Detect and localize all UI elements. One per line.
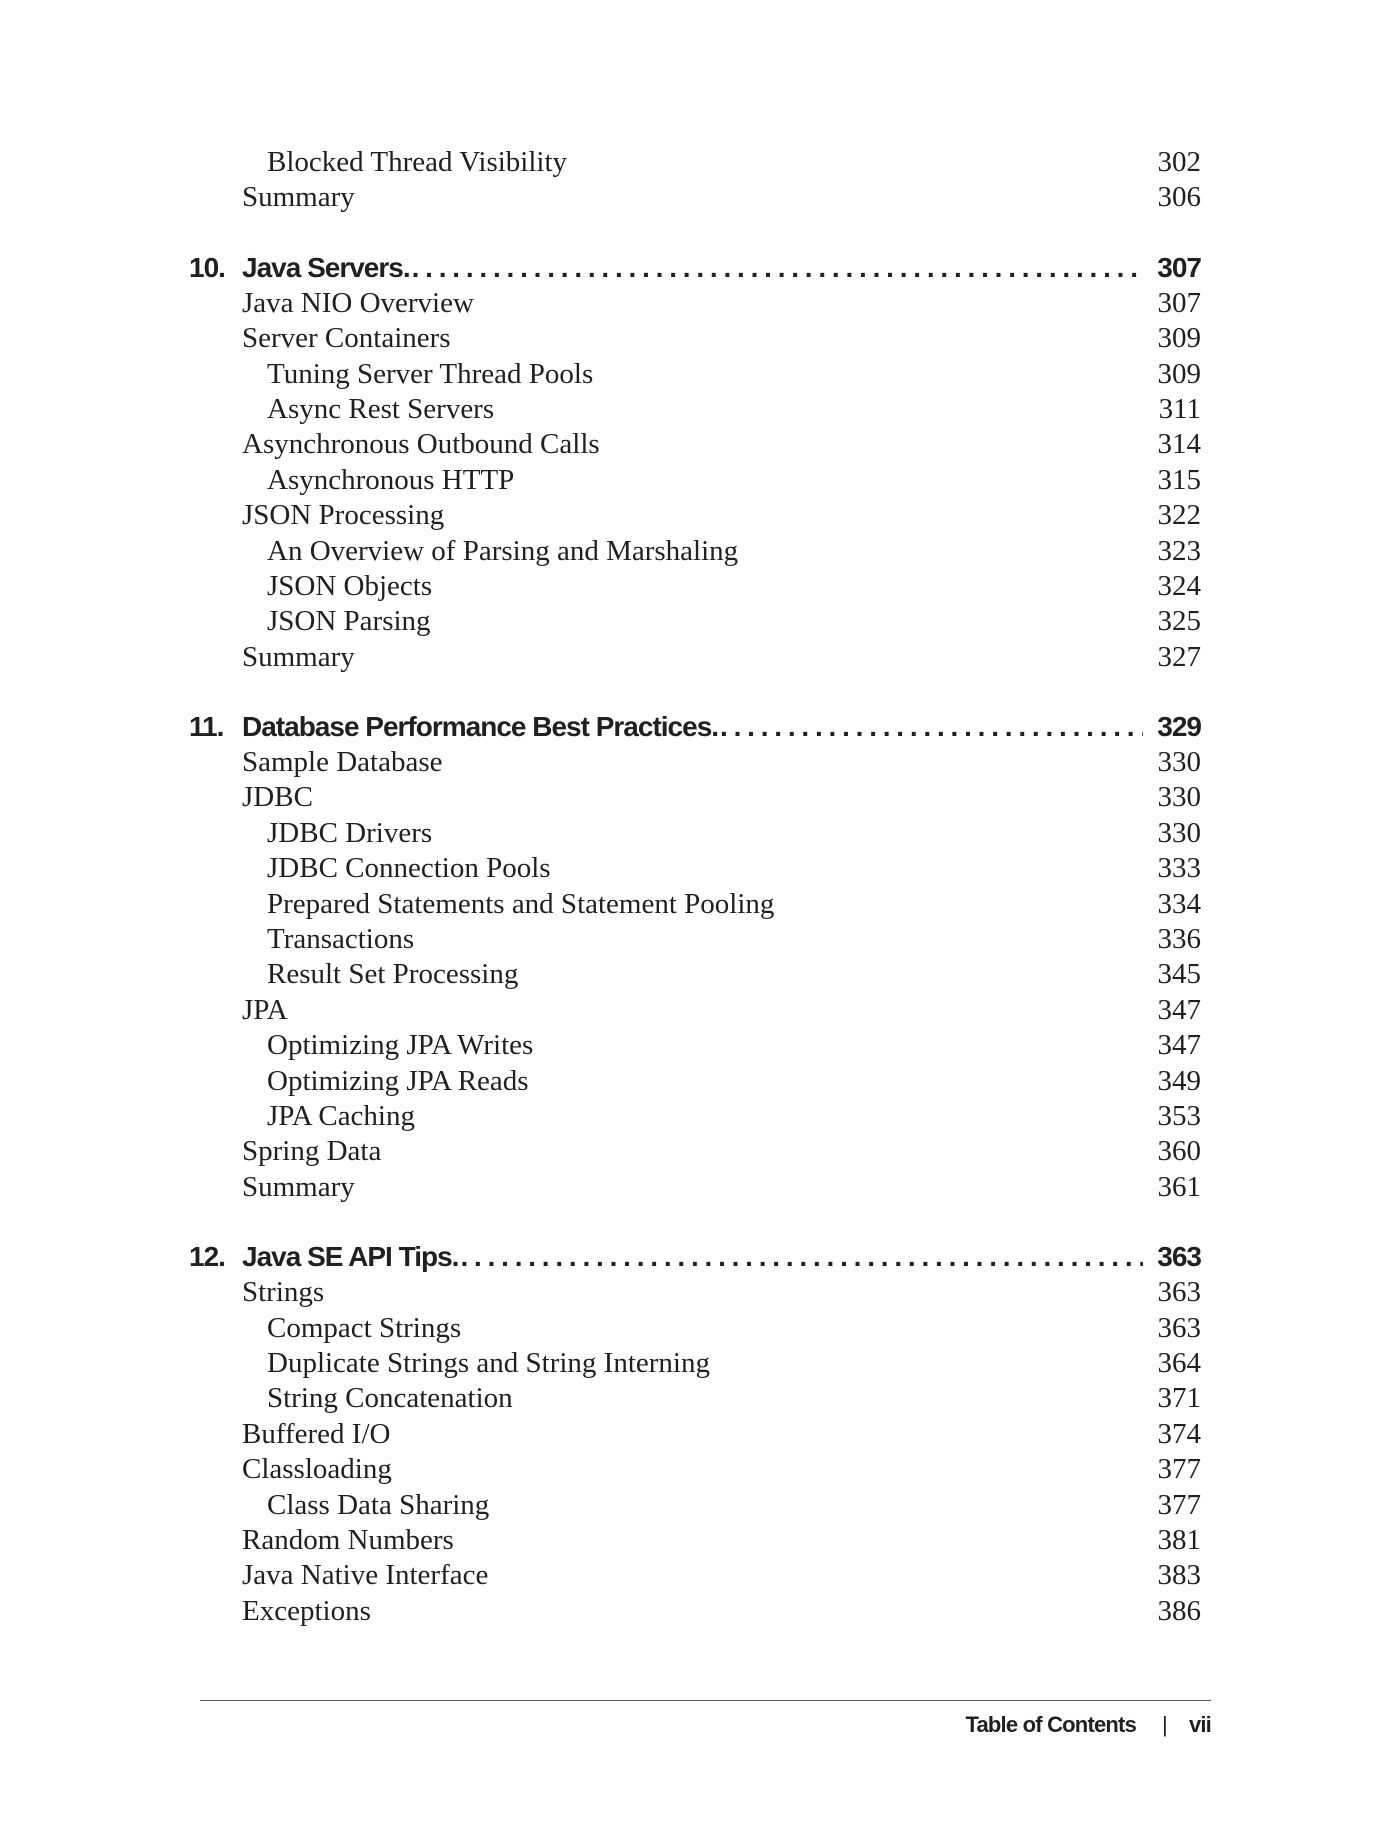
toc-subsection-entry[interactable] bbox=[189, 357, 1201, 392]
entry-page-number: 302 bbox=[1157, 146, 1201, 178]
entry-page-number: 363 bbox=[1157, 1311, 1201, 1344]
toc-section-entry[interactable] bbox=[189, 1275, 1201, 1310]
chapter-title: Database Performance Best Practices. bbox=[242, 711, 719, 743]
entry-page-number: 377 bbox=[1157, 1488, 1201, 1521]
entry-page-number: 347 bbox=[1157, 1029, 1201, 1062]
entry-title: Optimizing JPA Writes bbox=[267, 1029, 534, 1062]
toc-subsection-entry[interactable] bbox=[189, 145, 1201, 180]
chapter-page-number: 363 bbox=[1157, 1241, 1201, 1273]
footer-page-number: vii bbox=[1188, 1712, 1211, 1737]
chapter-number: 10. bbox=[189, 251, 225, 283]
chapter-title: Java SE API Tips. bbox=[242, 1241, 459, 1273]
toc-subsection-entry[interactable] bbox=[189, 1346, 1201, 1381]
entry-title: Transactions bbox=[267, 923, 415, 956]
dot-leader bbox=[460, 1238, 1143, 1275]
toc-section-entry[interactable] bbox=[189, 1170, 1201, 1205]
entry-page-number: 330 bbox=[1157, 746, 1201, 779]
entry-page-number: 309 bbox=[1157, 322, 1201, 355]
entry-page-number: 306 bbox=[1157, 181, 1201, 214]
toc-subsection-entry[interactable] bbox=[189, 816, 1201, 851]
entry-page-number: 325 bbox=[1157, 605, 1201, 638]
entry-title: JSON Parsing bbox=[267, 605, 431, 638]
entry-page-number: 330 bbox=[1157, 816, 1201, 849]
entry-page-number: 334 bbox=[1157, 887, 1201, 920]
chapter-title: Java Servers. bbox=[242, 251, 410, 283]
entry-title: Summary bbox=[242, 1170, 355, 1203]
toc-subsection-entry[interactable] bbox=[189, 604, 1201, 639]
footer-separator: | bbox=[1162, 1712, 1167, 1737]
entry-title: Tuning Server Thread Pools bbox=[267, 357, 594, 390]
entry-page-number: 363 bbox=[1157, 1276, 1201, 1309]
toc-section-entry[interactable] bbox=[189, 427, 1201, 462]
entry-page-number: 371 bbox=[1157, 1382, 1201, 1415]
toc-section-entry[interactable] bbox=[189, 498, 1201, 533]
entry-title: Spring Data bbox=[242, 1135, 382, 1168]
toc-chapter-heading[interactable] bbox=[189, 249, 1201, 286]
entry-title: Compact Strings bbox=[267, 1311, 462, 1344]
toc-subsection-entry[interactable] bbox=[189, 922, 1201, 957]
entry-page-number: 336 bbox=[1157, 923, 1201, 956]
entry-title: Asynchronous HTTP bbox=[267, 463, 515, 496]
entry-page-number: 364 bbox=[1157, 1346, 1201, 1379]
toc-section-entry[interactable] bbox=[189, 1134, 1201, 1169]
toc-section-entry[interactable] bbox=[189, 780, 1201, 815]
entry-title: Async Rest Servers bbox=[267, 392, 495, 425]
entry-title: Duplicate Strings and String Interning bbox=[267, 1346, 710, 1379]
entry-title: Random Numbers bbox=[242, 1523, 454, 1556]
entry-page-number: 361 bbox=[1157, 1170, 1201, 1203]
toc-section-entry[interactable] bbox=[189, 640, 1201, 675]
entry-page-number: 315 bbox=[1157, 463, 1201, 496]
entry-page-number: 383 bbox=[1157, 1559, 1201, 1592]
toc-section-entry[interactable] bbox=[189, 180, 1201, 215]
toc-subsection-entry[interactable] bbox=[189, 1381, 1201, 1416]
toc-subsection-entry[interactable] bbox=[189, 534, 1201, 569]
entry-page-number: 349 bbox=[1157, 1064, 1201, 1097]
toc-subsection-entry[interactable] bbox=[189, 1028, 1201, 1063]
entry-page-number: 314 bbox=[1157, 428, 1201, 461]
entry-page-number: 323 bbox=[1157, 534, 1201, 567]
toc-subsection-entry[interactable] bbox=[189, 569, 1201, 604]
entry-page-number: 377 bbox=[1157, 1453, 1201, 1486]
table-of-contents bbox=[189, 145, 1201, 1629]
toc-group bbox=[189, 145, 1201, 216]
entry-page-number: 374 bbox=[1157, 1417, 1201, 1450]
toc-group bbox=[189, 1238, 1201, 1629]
chapter-line bbox=[242, 1238, 1201, 1275]
entry-title: Asynchronous Outbound Calls bbox=[242, 428, 600, 461]
toc-subsection-entry[interactable] bbox=[189, 851, 1201, 886]
toc-subsection-entry[interactable] bbox=[189, 887, 1201, 922]
toc-subsection-entry[interactable] bbox=[189, 392, 1201, 427]
entry-title: Sample Database bbox=[242, 746, 443, 779]
dot-leader bbox=[720, 708, 1143, 745]
entry-title: Java Native Interface bbox=[242, 1559, 489, 1592]
chapter-line bbox=[242, 249, 1201, 286]
toc-chapter-heading[interactable] bbox=[189, 708, 1201, 745]
entry-title: Summary bbox=[242, 640, 355, 673]
toc-subsection-entry[interactable] bbox=[189, 1488, 1201, 1523]
toc-subsection-entry[interactable] bbox=[189, 957, 1201, 992]
entry-page-number: 307 bbox=[1157, 286, 1201, 319]
entry-page-number: 309 bbox=[1157, 357, 1201, 390]
entry-title: Blocked Thread Visibility bbox=[267, 146, 568, 178]
entry-title: Server Containers bbox=[242, 322, 451, 355]
toc-section-entry[interactable] bbox=[189, 1558, 1201, 1593]
entry-page-number: 324 bbox=[1157, 569, 1201, 602]
toc-subsection-entry[interactable] bbox=[189, 463, 1201, 498]
entry-page-number: 347 bbox=[1157, 993, 1201, 1026]
running-footer bbox=[965, 1712, 1211, 1738]
entry-title: JDBC Connection Pools bbox=[267, 852, 551, 885]
toc-section-entry[interactable] bbox=[189, 993, 1201, 1028]
entry-title: Strings bbox=[242, 1276, 325, 1309]
toc-section-entry[interactable] bbox=[189, 321, 1201, 356]
entry-title: Summary bbox=[242, 181, 355, 214]
dot-leader bbox=[412, 249, 1144, 286]
toc-section-entry[interactable] bbox=[189, 1523, 1201, 1558]
entry-page-number: 330 bbox=[1157, 781, 1201, 814]
entry-title: JSON Processing bbox=[242, 499, 445, 532]
entry-title: Java NIO Overview bbox=[242, 286, 474, 319]
chapter-number: 12. bbox=[189, 1241, 225, 1273]
entry-title: Class Data Sharing bbox=[267, 1488, 490, 1521]
toc-subsection-entry[interactable] bbox=[189, 1064, 1201, 1099]
entry-page-number: 327 bbox=[1157, 640, 1201, 673]
entry-title: JDBC bbox=[242, 781, 313, 814]
entry-page-number: 311 bbox=[1158, 392, 1201, 425]
chapter-page-number: 329 bbox=[1157, 711, 1201, 743]
entry-title: JPA bbox=[242, 993, 288, 1026]
entry-page-number: 381 bbox=[1157, 1523, 1201, 1556]
entry-title: Prepared Statements and Statement Pooling bbox=[267, 887, 775, 920]
chapter-line bbox=[242, 708, 1201, 745]
entry-page-number: 333 bbox=[1157, 852, 1201, 885]
footer-section-label: Table of Contents bbox=[965, 1712, 1137, 1737]
entry-title: Optimizing JPA Reads bbox=[267, 1064, 529, 1097]
entry-title: String Concatenation bbox=[267, 1382, 513, 1415]
chapter-page-number: 307 bbox=[1157, 251, 1201, 283]
entry-title: Classloading bbox=[242, 1453, 392, 1486]
entry-title: An Overview of Parsing and Marshaling bbox=[267, 534, 739, 567]
entry-title: Buffered I/O bbox=[242, 1417, 391, 1450]
entry-title: JPA Caching bbox=[267, 1099, 415, 1132]
toc-group bbox=[189, 708, 1201, 1205]
entry-page-number: 360 bbox=[1157, 1135, 1201, 1168]
footer-rule bbox=[200, 1700, 1211, 1701]
chapter-number: 11. bbox=[189, 711, 224, 743]
entry-title: Result Set Processing bbox=[267, 958, 519, 991]
entry-page-number: 322 bbox=[1157, 499, 1201, 532]
toc-section-entry[interactable] bbox=[189, 286, 1201, 321]
entry-page-number: 386 bbox=[1157, 1594, 1201, 1627]
toc-section-entry[interactable] bbox=[189, 1594, 1201, 1629]
toc-section-entry[interactable] bbox=[189, 1452, 1201, 1487]
toc-subsection-entry[interactable] bbox=[189, 1311, 1201, 1346]
toc-section-entry[interactable] bbox=[189, 1417, 1201, 1452]
entry-title: JDBC Drivers bbox=[267, 816, 433, 849]
entry-page-number: 345 bbox=[1157, 958, 1201, 991]
toc-chapter-heading[interactable] bbox=[189, 1238, 1201, 1275]
entry-title: JSON Objects bbox=[267, 569, 433, 602]
toc-subsection-entry[interactable] bbox=[189, 1099, 1201, 1134]
entry-title: Exceptions bbox=[242, 1594, 371, 1627]
toc-section-entry[interactable] bbox=[189, 745, 1201, 780]
toc-group bbox=[189, 249, 1201, 675]
entry-page-number: 353 bbox=[1157, 1099, 1201, 1132]
